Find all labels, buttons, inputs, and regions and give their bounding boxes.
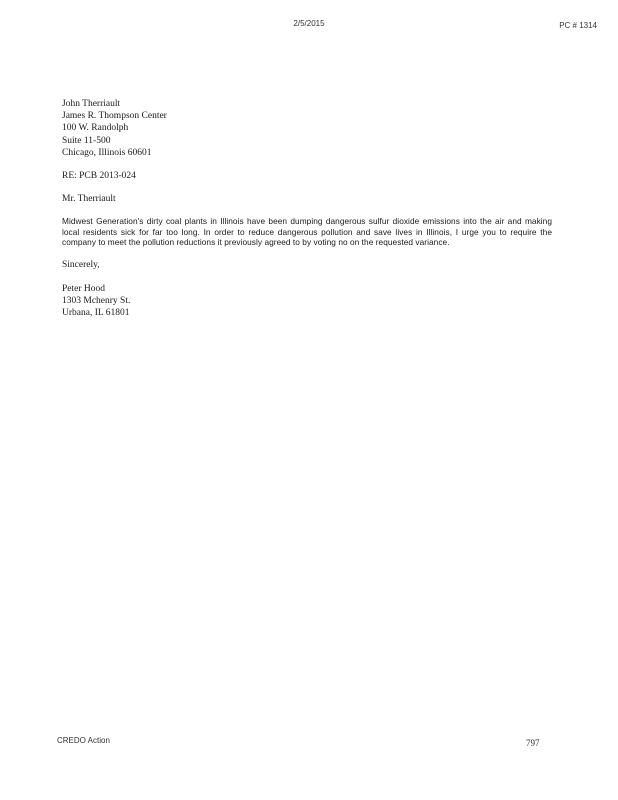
sender-city: Urbana, IL 61801	[62, 307, 130, 318]
header-pc-number: PC # 1314	[559, 21, 597, 30]
closing: Sincerely,	[62, 260, 100, 271]
re-line: RE: PCB 2013-024	[62, 171, 136, 182]
sender-street: 1303 Mchenry St.	[62, 295, 131, 306]
salutation: Mr. Therriault	[62, 194, 116, 205]
footer-source: CREDO Action	[57, 736, 110, 745]
recipient-street: 100 W. Randolph	[62, 123, 129, 134]
recipient-city: Chicago, Illinois 60601	[62, 147, 152, 158]
body-paragraph: Midwest Generation's dirty coal plants in Illinois have been dumping dangerous sulfur dioxide emissions into the air and making local residents sick for far too long. In order to reduce dangerous pollution and save lives in Illinois, I urge you to require the company to meet the pollution reductions it previously agreed to by voting no on the requested variance.	[62, 216, 552, 248]
header-date: 2/5/2015	[293, 19, 325, 28]
sender-address	[62, 283, 552, 320]
recipient-building: James R. Thompson Center	[62, 111, 167, 122]
recipient-address	[62, 98, 552, 159]
letter	[62, 98, 552, 319]
footer-page-number: 797	[526, 738, 540, 748]
recipient-name: John Therriault	[62, 99, 121, 109]
recipient-suite: Suite 11-500	[62, 135, 111, 146]
sender-name: Peter Hood	[62, 283, 106, 294]
